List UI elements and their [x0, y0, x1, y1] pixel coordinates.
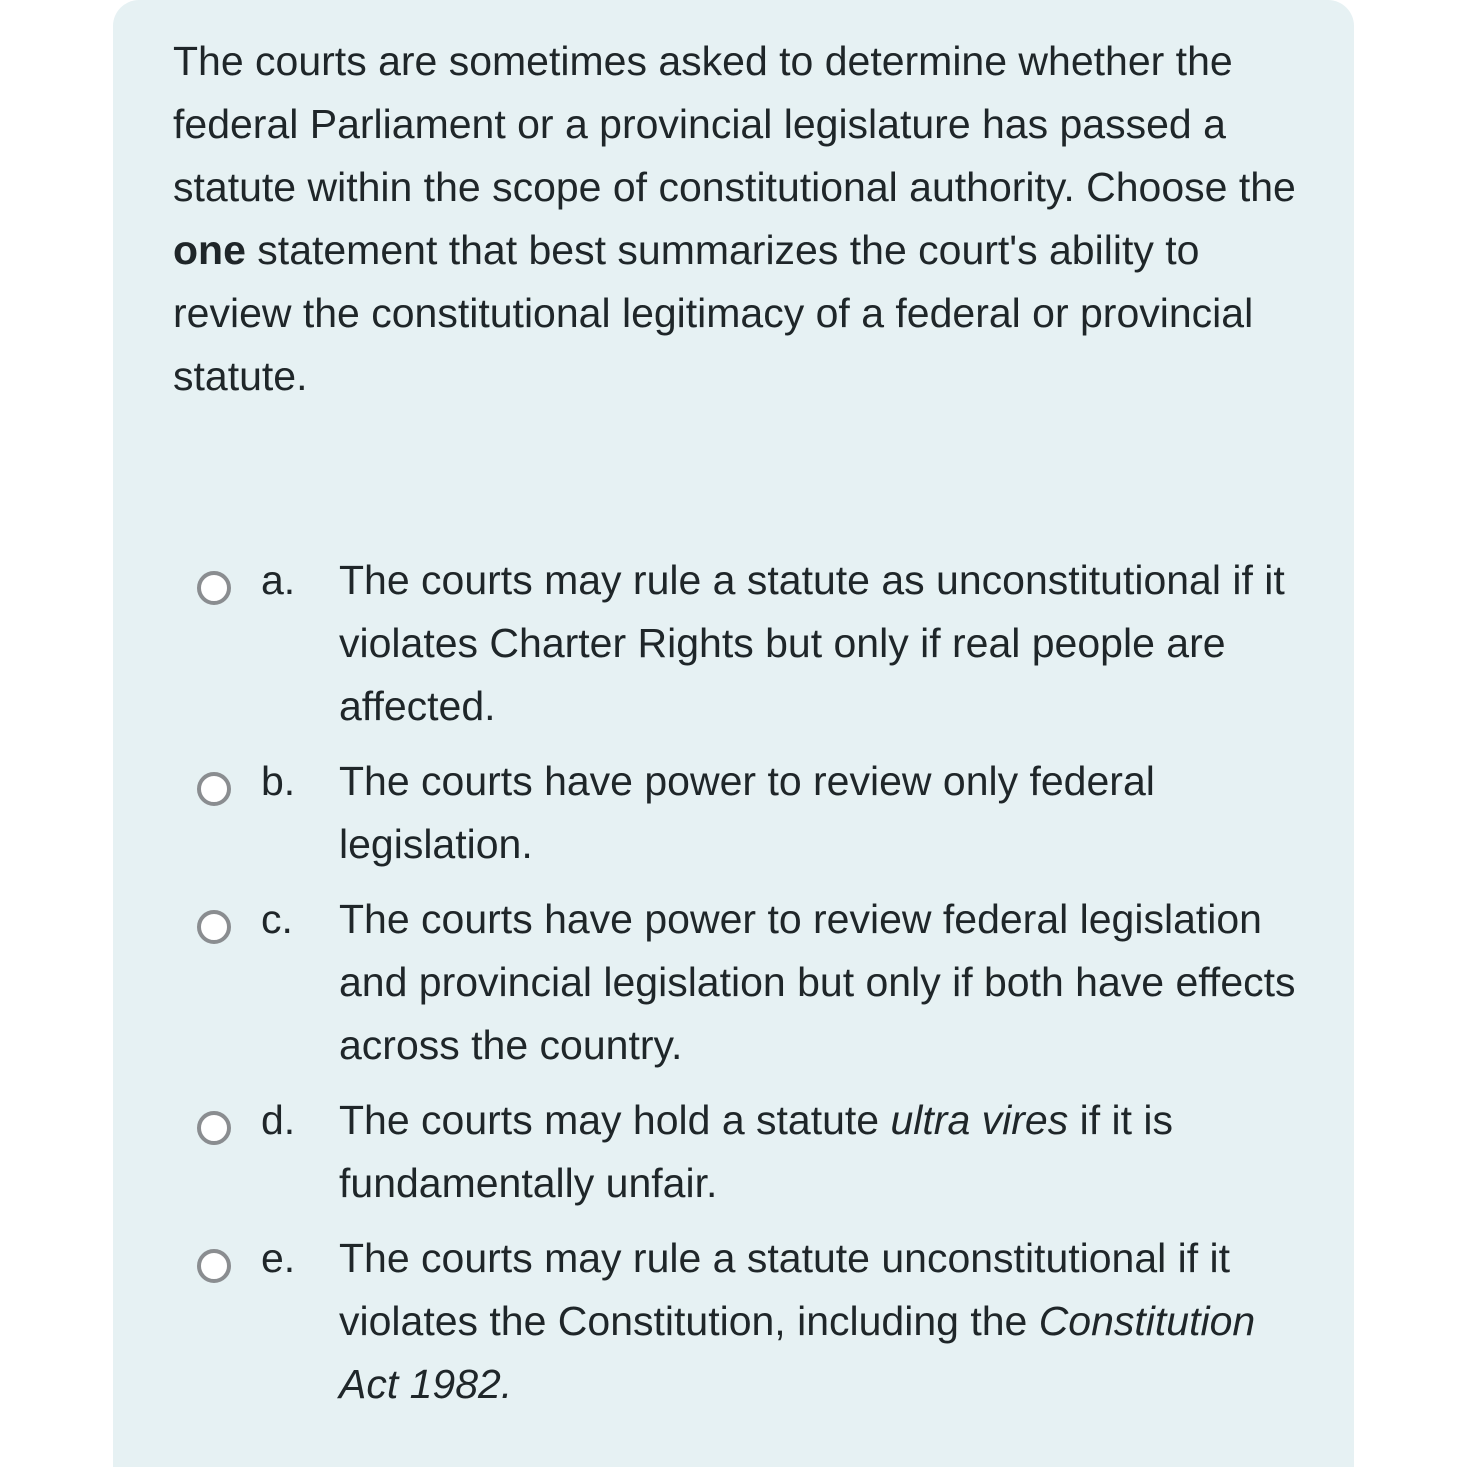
question-text	[173, 30, 1313, 408]
option-letter-b: b.	[261, 758, 296, 804]
question-emphasis: one	[173, 227, 246, 273]
option-text-d-after: if it is fundamentally unfair.	[339, 1097, 1174, 1206]
option-letter-e: e.	[261, 1235, 296, 1281]
radio-button-e[interactable]	[197, 1249, 231, 1283]
option-letter-c: c.	[261, 896, 293, 942]
radio-button-d[interactable]	[197, 1111, 231, 1145]
option-letter-d: d.	[261, 1097, 296, 1143]
option-text-d-before: The courts may hold a statute	[339, 1097, 891, 1143]
option-text-b: The courts have power to review only federal legislation.	[339, 758, 1155, 867]
question-part-2: statement that best summarizes the court's ability to review the constitutional legitimacy of a federal or provincial statute.	[173, 227, 1254, 399]
radio-button-c[interactable]	[197, 910, 231, 944]
option-text-d	[339, 1089, 1299, 1215]
radio-button-b[interactable]	[197, 772, 231, 806]
option-letter-a: a.	[261, 557, 296, 603]
option-text-d-italic: ultra vires	[890, 1097, 1069, 1143]
option-text-a: The courts may rule a statute as unconstitutional if it violates Charter Rights but only if real people are affected.	[339, 557, 1285, 729]
radio-button-a[interactable]	[197, 571, 231, 605]
option-text-e-italic: Constitution Act 1982.	[339, 1298, 1256, 1407]
option-text-c: The courts have power to review federal legislation and provincial legislation but only if both have effects across the country.	[339, 896, 1296, 1068]
question-card	[113, 0, 1354, 1467]
option-text-e	[339, 1227, 1299, 1416]
question-part-1: The courts are sometimes asked to determine whether the federal Parliament or a provincial legislature has passed a statute within the scope of constitutional authority. Choose the	[173, 38, 1296, 210]
option-text-e-before: The courts may rule a statute unconstitutional if it violates the Constitution, including the	[339, 1235, 1231, 1344]
